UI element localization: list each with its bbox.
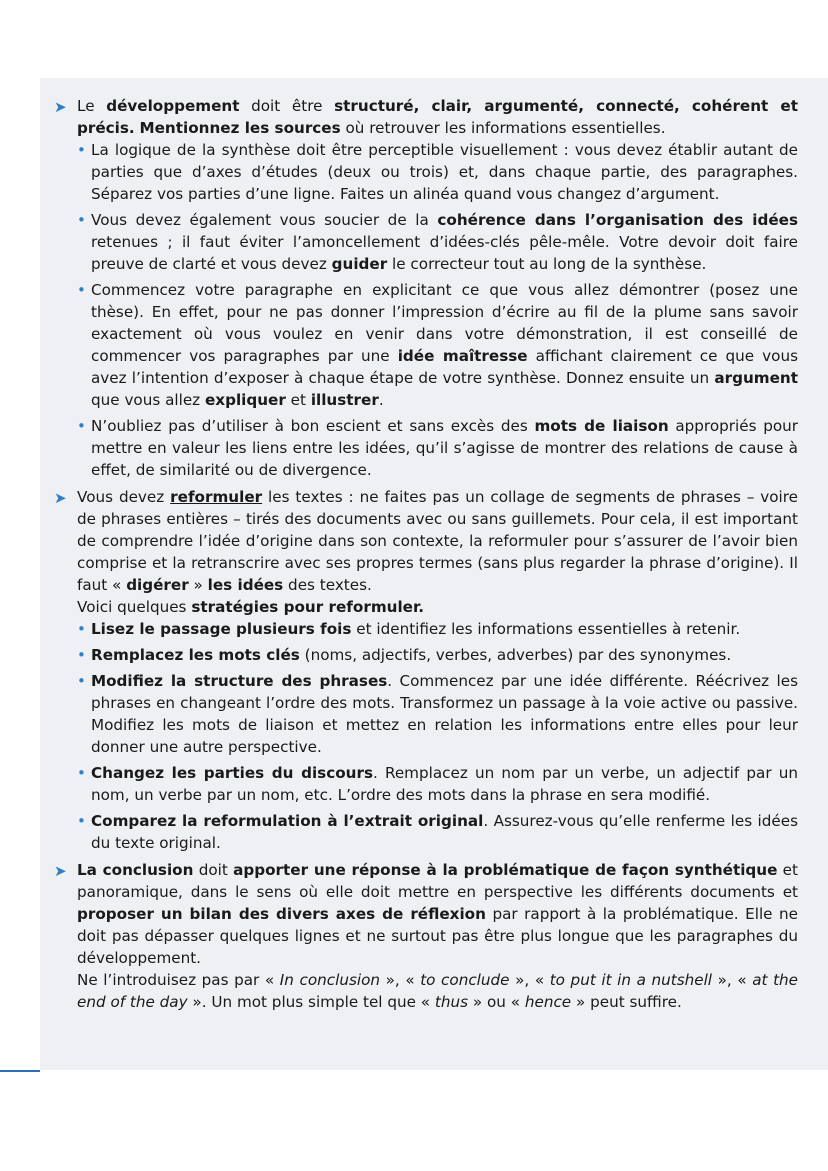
text-run: . Remplacez un nom par un verbe, un adjectif par un nom, un verbe par un nom, etc. L’ordre des mots dans la phrase en sera modifié. [91, 764, 798, 804]
bullet-icon: • [77, 764, 86, 782]
bold-text: Changez les parties du discours [91, 764, 373, 782]
bullet-icon: • [77, 281, 86, 299]
text-run: appropriés pour mettre en valeur les liens entre les idées, qu’il s’agisse de montrer des relations de cause à effet, de similarité ou de divergence. [91, 417, 798, 479]
bold-text: apporter une réponse à la problématique de façon synthétique [233, 861, 778, 879]
bold-text: structuré, clair, argumenté, connecté, cohérent et précis. [77, 97, 798, 137]
text-run: les textes : ne faites pas un collage de segments de phrases – voire de phrases entières – tirés des documents avec ou sans guillemets. Pour cela, il est important de comprendre l’idée d’origine dans son contexte, la reformuler pour s’assurer de l’avoir bien comprise et la retranscrire avec ses propres termes (sans plus regarder la phrase d’origine). Il faut « [77, 488, 799, 594]
section-3 [54, 859, 798, 1013]
bullet-icon: • [77, 672, 86, 690]
text-run: N’oubliez pas d’utiliser à bon escient et sans excès des [91, 417, 535, 435]
section-subintro [77, 969, 798, 1013]
text-run: . [378, 391, 384, 409]
bullet-icon: • [77, 211, 86, 229]
text-run: des textes. [283, 576, 372, 594]
text-run: le correcteur tout au long de la synthèse. [387, 255, 707, 273]
bold-text: La conclusion [77, 861, 194, 879]
text-run: . Assurez-vous qu’elle renferme les idées du texte original. [91, 812, 799, 852]
bold-text: proposer un bilan des divers axes de réflexion [77, 905, 486, 923]
bullet-icon: • [77, 417, 86, 435]
bold-text: Modifiez la structure des phrases [91, 672, 388, 690]
text-run: et panoramique, dans le sens où elle doit mettre en perspective les différents documents et [77, 861, 798, 901]
underlined-text: reformuler [170, 488, 263, 506]
margin-rule [0, 1070, 40, 1072]
bold-text: Remplacez les mots clés [91, 646, 300, 664]
document-body [54, 95, 798, 1018]
text-run: » [188, 576, 208, 594]
bold-text: cohérence dans l’organisation des idées [437, 211, 799, 229]
text-run: et identifiez les informations essentielles à retenir. [351, 620, 741, 638]
text-run: retenues ; il faut éviter l’amoncellement d’idées-clés pêle-mêle. Votre devoir doit faire preuve de clarté et vous devez [91, 233, 798, 273]
text-run: La logique de la synthèse doit être perceptible visuellement : vous devez établir autant de parties que d’axes d’études (deux ou trois) et, dans chaque partie, des paragraphes. Séparez vos parties d’une ligne. Faites un alinéa quand vous changez d’argument. [91, 141, 798, 203]
bold-text: digérer [126, 576, 189, 594]
bold-text: Lisez le passage plusieurs fois [91, 620, 352, 638]
section-subintro [77, 596, 798, 618]
text-run: » ou « [468, 993, 525, 1011]
list-item [77, 209, 798, 275]
italic-text: at the end of the day [77, 971, 798, 1011]
list-item [77, 762, 798, 806]
text-run: que vous allez [91, 391, 205, 409]
text-run: », « [509, 971, 550, 989]
text-run: Commencez votre paragraphe en explicitant ce que vous allez démontrer (posez une thèse). En effet, pour ne pas donner l’impression d’écrire au fil de la plume sans savoir exactement où vous voulez en venir dans votre démonstration, il est conseillé de commencer vos paragraphes par une [91, 281, 798, 365]
bold-text: les idées [207, 576, 284, 594]
bold-text: illustrer [310, 391, 379, 409]
italic-text: to conclude [420, 971, 510, 989]
bold-text: développement [106, 97, 240, 115]
text-run: affichant clairement ce que vous avez l’intention d’exposer à chaque étape de votre synthèse. Donnez ensuite un [91, 347, 798, 387]
text-run: », « [712, 971, 753, 989]
text-run: par rapport à la problématique. Elle ne doit pas dépasser quelques lignes et ne surtout pas être plus longue que les paragraphes du développement. [77, 905, 798, 967]
bold-text [170, 488, 262, 506]
bold-text: idée maîtresse [397, 347, 528, 365]
list-item [77, 415, 798, 481]
section-2 [54, 486, 798, 854]
list-item [77, 644, 798, 666]
text-run: et [285, 391, 311, 409]
bold-text: argument [714, 369, 798, 387]
section-intro [77, 859, 798, 969]
section-1 [54, 95, 798, 481]
text-run: Vous devez [77, 488, 171, 506]
list-item [77, 670, 798, 758]
text-run: où retrouver les informations essentielles. [340, 119, 666, 137]
bullet-icon: • [77, 812, 86, 830]
text-run: (noms, adjectifs, verbes, adverbes) par des synonymes. [299, 646, 732, 664]
bullet-icon: • [77, 141, 86, 159]
arrow-icon: ➤ [54, 98, 67, 116]
bullet-icon: • [77, 646, 86, 664]
text-run: doit être [239, 97, 335, 115]
text-run: ». Un mot plus simple tel que « [187, 993, 435, 1011]
text-run: » peut suffire. [571, 993, 682, 1011]
bold-text: Comparez la reformulation à l’extrait original [91, 812, 484, 830]
arrow-icon: ➤ [54, 489, 67, 507]
text-run: doit [193, 861, 234, 879]
list-item [77, 618, 798, 640]
bold-text: stratégies pour reformuler. [191, 598, 425, 616]
section-intro [77, 95, 798, 139]
bold-text: Mentionnez les sources [139, 119, 341, 137]
text-run: Voici quelques [77, 598, 192, 616]
section-intro [77, 486, 798, 596]
bold-text: mots de liaison [534, 417, 669, 435]
list-item [77, 139, 798, 205]
italic-text: to put it in a nutshell [549, 971, 713, 989]
bullet-icon: • [77, 620, 86, 638]
text-run: Vous devez également vous soucier de la [91, 211, 438, 229]
italic-text: In conclusion [279, 971, 381, 989]
arrow-icon: ➤ [54, 862, 67, 880]
bold-text: guider [331, 255, 388, 273]
italic-text: thus [434, 993, 469, 1011]
text-run: . Commencez par une idée différente. Réécrivez les phrases en changeant l’ordre des mots. Transformez un passage à la voie active ou passive. Modifiez les mots de liaison et mettez en relation les informations entre elles pour leur donner une autre perspective. [91, 672, 799, 756]
list-item [77, 279, 798, 411]
text-run: », « [380, 971, 421, 989]
text-run: Le [77, 97, 107, 115]
list-item [77, 810, 798, 854]
text-run: Ne l’introduisez pas par « [77, 971, 280, 989]
italic-text: hence [524, 993, 572, 1011]
bold-text: expliquer [204, 391, 286, 409]
